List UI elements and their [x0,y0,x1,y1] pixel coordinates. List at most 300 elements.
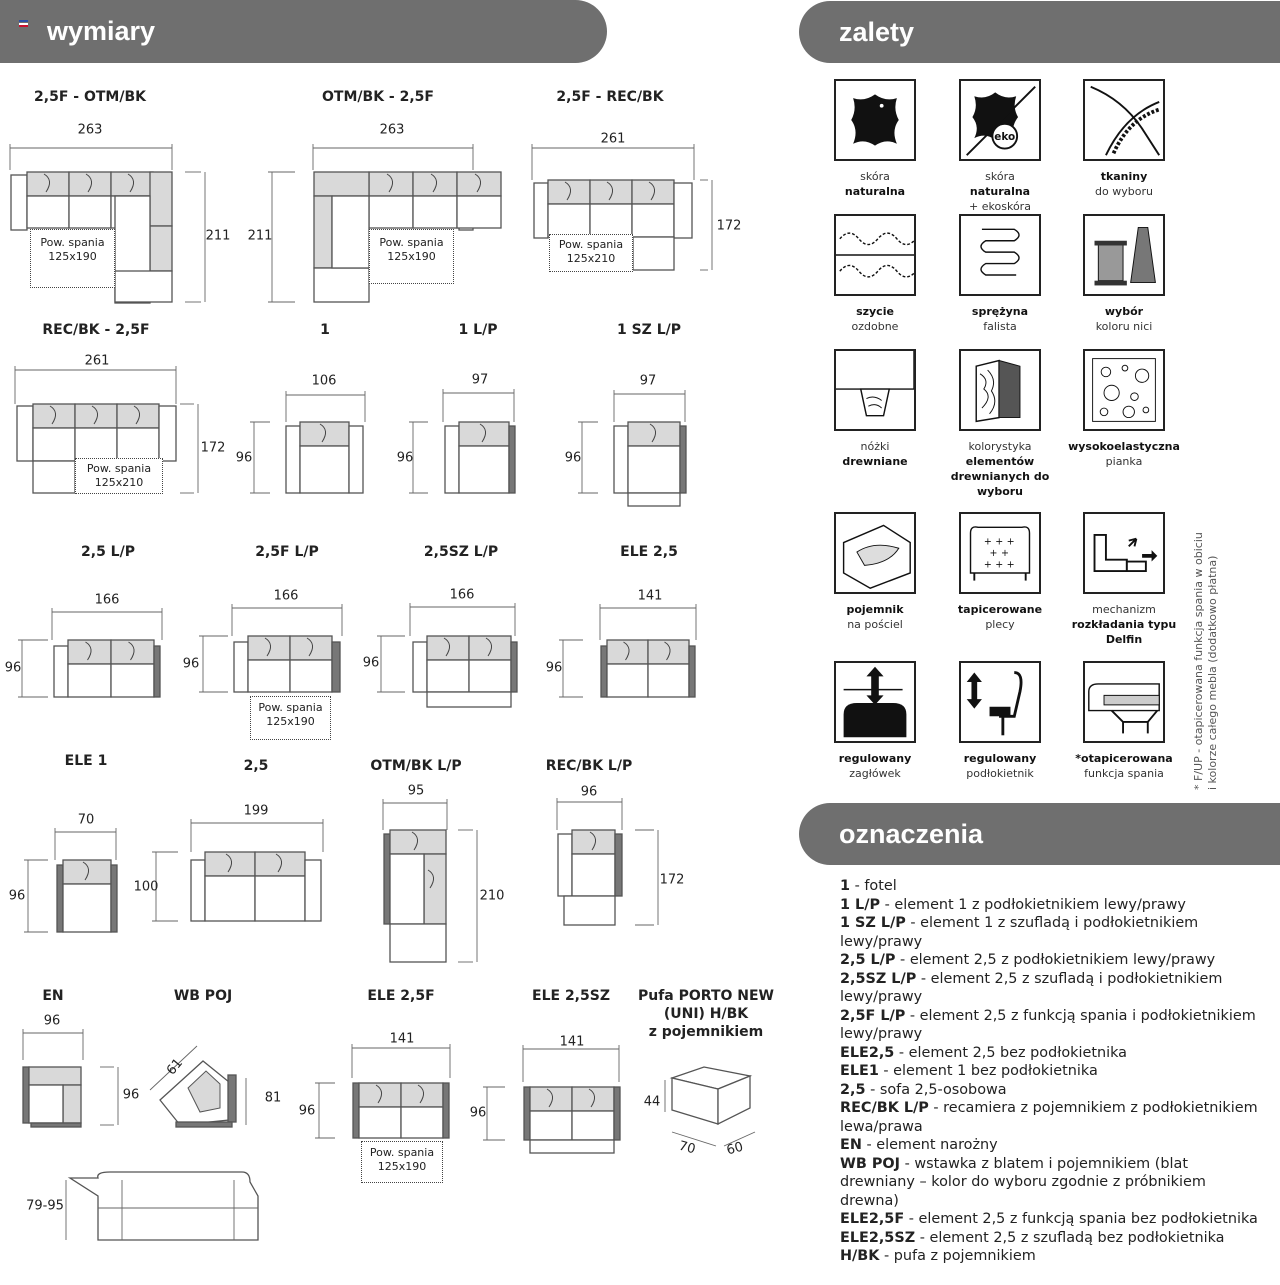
seat-cushion [68,640,111,664]
model-label: EN [42,988,64,1004]
legend-text: - element narożny [861,1137,998,1153]
drawing-part [191,860,205,921]
armrest [31,1123,81,1127]
model-label: 1 [320,322,330,338]
seat-cushion [75,404,117,428]
drawing-part [332,196,369,268]
model-label: OTM/BK L/P [370,758,462,774]
sleep-area-label: Pow. spania 125x210 [75,458,163,494]
feature-caption-line: koloru nici [1095,320,1153,333]
armrest [601,646,607,697]
corner-back [314,172,369,196]
feature-caption-bold: rozkładania typu Delfin [1071,618,1177,646]
drawing-part [390,924,446,962]
feature-item [940,661,1060,781]
side-note-line: i kolorze całego mebla (dodatkowo płatna) [1206,555,1219,790]
feature-caption-line: ozdobne [851,320,899,333]
seat-base [117,428,159,461]
seat-base [359,1107,401,1138]
drawing-part [445,426,459,493]
drawing-part [530,1140,614,1153]
seat-cushion [369,172,413,196]
armrest [689,646,695,697]
legend-item [840,1136,1260,1155]
drawing-part [413,642,427,692]
headrest-icon [834,661,916,743]
seat-base [255,876,305,921]
dim-height: 96 [362,655,380,671]
header-zalety-title: zalety [839,16,915,47]
feature-caption-line: skóra [860,170,890,183]
feature-caption [1064,169,1184,199]
delfin-mechanism-icon [1083,512,1165,594]
seat-base [607,664,648,697]
feature-caption-bold: tapicerowane [957,603,1043,616]
thread-icon [1083,214,1165,296]
seat-cushion [359,1083,401,1107]
feature-item [815,349,935,469]
legend-code: 2,5SZ L/P [840,970,917,987]
armrest [23,1067,29,1123]
drawing-part [33,461,75,493]
stitching-icon [834,214,916,296]
seat-cushion [548,180,590,204]
feature-item [1064,661,1184,781]
header-oznaczenia-title: oznaczenia [839,818,984,849]
legend-text: - fotel [850,878,897,894]
legend-text: - element 1 bez podłokietnika [878,1063,1098,1079]
sleep-function-icon [1083,661,1165,743]
corner-back [150,172,172,226]
seat-base [548,204,590,237]
svg-text:+: + [1000,547,1009,559]
feature-caption-bold: tkaniny [1100,170,1148,183]
seat-base [369,196,413,228]
legend-item [840,1229,1260,1248]
feature-caption [940,304,1060,334]
feature-caption-line: zagłówek [849,767,901,780]
drawing-part [459,446,509,493]
model-label: 2,5F - REC/BK [556,89,664,105]
legend-text: - element 2,5 z podłokietnikiem lewy/prawy [895,952,1216,968]
seat-base [290,660,332,692]
feature-caption-bold: sprężyna [971,305,1029,318]
armrest [524,1087,530,1140]
drawing-part [633,237,674,270]
model-label: ELE 1 [64,753,108,769]
svg-text:+: + [995,536,1004,548]
dim-width: 261 [84,353,110,369]
corner-back [63,1085,81,1123]
legend-code: EN [840,1137,862,1153]
legend-item [840,1210,1260,1229]
dim-height: 96 [396,450,414,466]
legend-text: - element 2,5 z szufladą bez podłokietnika [915,1229,1225,1246]
feature-caption-line: pianka [1105,455,1143,468]
model-label: Pufa PORTO NEW (UNI) H/BK z pojemnikiem [637,988,775,1040]
dim-width: 106 [311,373,337,389]
seat-base [68,664,111,697]
seat-cushion [457,172,501,196]
seat-cushion [33,404,75,428]
dim-height: 96 [182,656,200,672]
svg-text:+: + [989,547,998,559]
armrest [509,426,515,493]
feature-caption-line: kolorystyka [968,440,1032,453]
model-label: 2,5F - OTM/BK [34,89,146,105]
seat-cushion [205,852,255,876]
seat-cushion [632,180,674,204]
feature-caption [815,751,935,781]
dim-height: 96 [122,1087,140,1103]
dim-height: 172 [200,440,226,456]
seat-cushion [590,180,632,204]
drawing-part [234,642,248,692]
drawing-part [115,271,172,302]
legend-code: 2,5 L/P [840,952,896,968]
legend-item [840,1247,1260,1266]
legend-code: 2,5F L/P [840,1007,906,1024]
legend-code: 2,5 [840,1081,866,1098]
legend-text: - element 2,5 bez podłokietnika [894,1044,1127,1061]
model-label: REC/BK - 2,5F [42,322,150,338]
feature-item [940,79,1060,214]
seat-base [401,1107,443,1138]
drawing-part [29,1085,63,1123]
dim-width: 95 [407,783,425,799]
seat-base [632,204,674,237]
seat-base [427,660,469,692]
seat-cushion [628,422,680,446]
svg-text:+: + [983,559,992,571]
feature-caption-bold: szycie [856,305,894,318]
dim-height: 81 [264,1090,282,1106]
header-zalety [799,1,1280,63]
corner-back [29,1067,81,1085]
dim-height: 96 [8,888,26,904]
armrest [680,426,686,493]
legend-text: - pufa z pojemnikiem [879,1248,1036,1264]
dim-width: 70 [677,1138,697,1158]
drawing-part [286,426,300,493]
legend-item [840,1099,1260,1136]
armrest [511,642,517,692]
feature-caption [815,304,935,334]
seat-cushion [413,172,457,196]
storage-icon [834,512,916,594]
model-label: ELE 2,5SZ [532,988,610,1004]
seat-cushion [530,1087,572,1111]
model-label: ELE 2,5F [367,988,435,1004]
foam-icon [1083,349,1165,431]
model-label: 2,5 L/P [81,544,135,560]
seat-base [413,196,457,228]
feature-caption [940,751,1060,781]
seat-base [33,428,75,461]
legend-text: - element 2,5 z funkcją spania bez podłokietnika [904,1211,1258,1227]
dim-width: 199 [243,803,269,819]
feature-caption [1064,602,1184,647]
dim-height: 172 [659,872,685,888]
dim-height: 96 [564,450,582,466]
legend-item [840,1155,1260,1211]
feature-caption-line: do wyboru [1095,185,1153,198]
feature-caption [1064,304,1184,334]
seat-cushion [572,830,615,854]
corner-back [150,226,172,271]
seat-base [205,876,255,921]
drawing-part [314,268,369,302]
model-label: REC/BK L/P [545,758,633,774]
model-label: 2,5SZ L/P [423,544,499,560]
armrest [111,865,117,932]
sleep-area-label: Pow. spania 125x190 [30,229,115,288]
seat-cushion [427,636,469,660]
armrest [615,834,622,896]
header-oznaczenia [799,803,1280,865]
seat-cushion [300,422,349,446]
feature-caption [1064,439,1184,469]
feature-caption-line: funkcja spania [1084,767,1164,780]
armrest [154,646,160,697]
feature-item [940,349,1060,499]
armrest-icon [959,661,1041,743]
armrest [443,1083,449,1138]
drawing-part [17,406,33,461]
dim-height: 96 [235,450,253,466]
feature-caption-line: podłokietnik [966,767,1034,780]
feature-caption [815,169,935,199]
svg-text:+: + [983,536,992,548]
seat-cushion [255,852,305,876]
corner-back [390,830,446,854]
legend-item [840,970,1260,1007]
sofa-profile [70,1172,258,1240]
dim-depth: 60 [725,1139,745,1159]
feature-item [815,214,935,334]
dim-height: 96 [298,1103,316,1119]
leather-icon [834,79,916,161]
feature-caption-line: nóżki [860,440,890,453]
feature-caption [1064,751,1184,781]
feature-caption-bold: wysokoelastyczna [1068,440,1180,453]
seat-base [648,664,689,697]
feature-caption-line: na pościel [847,618,903,631]
sleep-area-label: Pow. spania 125x190 [369,229,454,284]
wooden-leg-icon [834,349,916,431]
legend-text: - sofa 2,5-osobowa [865,1081,1007,1098]
dim-width: 261 [600,131,626,147]
feature-caption-bold: naturalna [969,185,1031,198]
model-label: 1 SZ L/P [616,322,682,338]
feature-caption-bold: drewniane [842,455,908,468]
feature-caption-bold: pojemnik [846,603,904,616]
dim-width: 263 [77,122,103,138]
legend-code: REC/BK L/P [840,1100,929,1116]
dim-width: 166 [449,587,475,603]
seat-cushion [401,1083,443,1107]
side-note [1192,532,1220,790]
feature-caption [940,169,1060,214]
feature-caption-bold: *otapicerowana [1075,752,1173,765]
legend-text: - wstawka z blatem i pojemnikiem (blat drewniany – kolor do wyboru zgodnie z próbnikiem drewna) [840,1155,1206,1209]
model-label: 2,5F L/P [255,544,319,560]
drawing-part [558,834,572,896]
feature-caption-line: + ekoskóra [969,200,1031,213]
legend-text: - element 1 z podłokietnikiem lewy/prawy [880,896,1186,913]
legend-code: 1 SZ L/P [840,915,906,931]
seat-base [248,660,290,692]
seat-cushion [469,636,511,660]
seat-cushion [248,636,290,660]
svg-text:+: + [1006,536,1015,548]
drawing-part [614,426,628,493]
seat-cushion [459,422,509,446]
sleep-area-label: Pow. spania 125x190 [361,1141,443,1183]
drawing-part [572,854,615,896]
drawing-part [390,854,424,924]
feature-caption-line: plecy [985,618,1015,631]
dim-width: 61 [163,1055,187,1079]
model-label: WB POJ [173,988,233,1004]
armrest [353,1083,359,1138]
feature-caption-bold: regulowany [963,752,1037,765]
dim-width: 141 [559,1034,585,1050]
legend-text: - recamiera z pojemnikiem z podłokietnikiem lewa/prawa [840,1100,1258,1135]
seat-base [469,660,511,692]
drawing-part [628,446,680,493]
legend-item [840,877,1260,896]
seat-cushion [572,1087,614,1111]
dim-width: 97 [639,373,657,389]
armrest [384,834,390,924]
feature-caption-bold: wybór [1104,305,1144,318]
drawing-part [305,860,321,921]
dim-height: 210 [479,888,505,904]
legend-code: 1 [840,878,851,894]
legend-item [840,951,1260,970]
drawing-part [159,406,176,461]
legend-code: ELE2,5 [840,1044,895,1061]
feature-item [1064,512,1184,647]
seat-cushion [117,404,159,428]
svg-text:+: + [995,559,1004,571]
dim-height: 211 [247,228,273,244]
feature-caption-line: falista [983,320,1017,333]
seat-cushion [69,172,111,196]
legend-code: ELE2,5F [840,1211,905,1227]
drawing-part [674,183,692,238]
dim-height: 96 [4,660,22,676]
legend-code: ELE2,5SZ [840,1229,916,1246]
dim-width: 166 [94,592,120,608]
dim-height: 172 [716,218,742,234]
seat-base [69,196,111,228]
model-label: ELE 2,5 [620,544,678,560]
model-label: OTM/BK - 2,5F [322,89,434,105]
feature-item [815,661,935,781]
legend-code: ELE1 [840,1063,879,1079]
drawing-part [564,896,615,925]
drawing-part [628,493,680,506]
sleep-area-label: Pow. spania 125x190 [250,696,331,740]
feature-item [1064,79,1184,199]
armrest [228,1075,236,1122]
feature-item [940,512,1060,632]
model-label: 1 L/P [458,322,498,338]
legend-text: - element 2,5 z szufladą i podłokietnikiem lewy/prawy [840,970,1223,1005]
feature-item [815,79,935,199]
armrest [57,865,63,932]
dim-width: 141 [389,1031,415,1047]
seat-base [111,664,154,697]
feature-caption-bold: regulowany [838,752,912,765]
feature-item [1064,349,1184,469]
svg-text:+: + [1006,559,1015,571]
dim-height: 100 [133,879,159,895]
seat-cushion [648,640,689,664]
legend-code: 1 L/P [840,896,880,913]
corner-back [314,196,332,268]
dim-height: 211 [205,228,231,244]
spring-icon [959,214,1041,296]
feature-caption-bold: elementów drewnianych do wyboru [950,455,1050,498]
feature-caption-line: skóra [985,170,1015,183]
drawing-part [300,446,349,493]
seat-base [572,1111,614,1140]
seat-cushion [111,172,153,196]
feature-caption [940,602,1060,632]
drawing-part [349,426,363,493]
drawing-part [534,183,548,238]
legend-code: WB POJ [840,1155,900,1172]
legend-item [840,1062,1260,1081]
feature-item [815,512,935,632]
dim-width: 263 [379,122,405,138]
dim-height: 96 [545,660,563,676]
seat-cushion [290,636,332,660]
feature-item [1064,214,1184,334]
seat-base [457,196,501,228]
feature-caption [815,602,935,632]
legend-text: - element 1 z szufladą i podłokietnikiem lewy/prawy [840,915,1199,950]
seat-cushion [27,172,69,196]
corner-back [424,854,446,924]
seat-base [530,1111,572,1140]
feature-item [940,214,1060,334]
header-wymiary-title: wymiary [47,16,156,46]
drawing-part [54,646,68,697]
side-note-line: * F/UP - otapicerowana funkcja spania w obiciu [1192,532,1205,790]
model-label: 2,5 [243,758,269,774]
seat-cushion [607,640,648,664]
seat-base [75,428,117,461]
sleep-area-label: Pow. spania 125x210 [549,234,633,272]
dim-width: 96 [580,784,598,800]
dim-width: 96 [43,1013,61,1029]
seat-cushion [111,640,154,664]
upholstered-back-icon [959,512,1041,594]
legend-text: - element 2,5 z funkcją spania i podłokietnikiem lewy/prawy [840,1007,1256,1042]
armrest [176,1122,232,1127]
armrest [332,642,340,692]
dim-height: 96 [469,1105,487,1121]
drawing-part [63,884,111,932]
drawing-part [11,175,27,230]
dim-width: 97 [471,372,489,388]
seat-cushion [63,860,111,884]
legend-item [840,896,1260,915]
